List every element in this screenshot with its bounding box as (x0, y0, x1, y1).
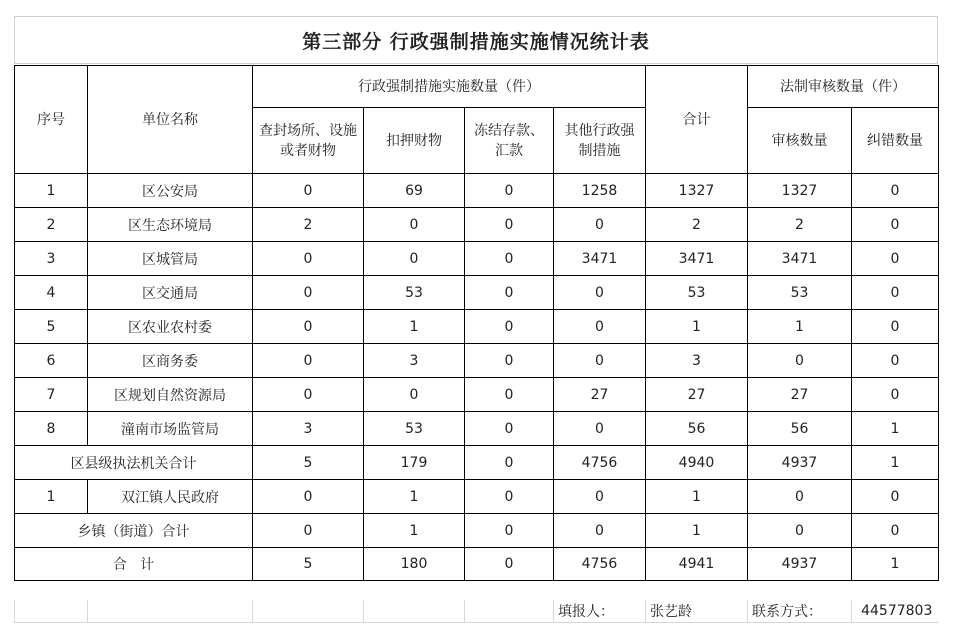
township-row (15, 480, 939, 514)
cell-total: 27 (646, 378, 748, 412)
cell-c5: 1 (748, 310, 852, 344)
cell-c3: 0 (465, 446, 554, 480)
table-row (15, 174, 939, 208)
cell-seq: 2 (15, 208, 88, 242)
cell-total: 2 (646, 208, 748, 242)
cell-c3: 0 (465, 208, 554, 242)
cell-unit: 区农业农村委 (88, 310, 253, 344)
subtotal-township-label: 乡镇（街道）合计 (15, 514, 253, 548)
cell-c3: 0 (465, 174, 554, 208)
cell-unit: 区生态环境局 (88, 208, 253, 242)
cell-c1: 5 (253, 446, 364, 480)
cell-c6: 0 (852, 514, 939, 548)
cell-c3: 0 (465, 276, 554, 310)
grand-total-row (15, 548, 939, 581)
cell-seq: 5 (15, 310, 88, 344)
cell-c1: 0 (253, 242, 364, 276)
cell-c2: 0 (364, 208, 465, 242)
cell-c6: 1 (852, 446, 939, 480)
cell-c2: 1 (364, 514, 465, 548)
cell-c5: 0 (748, 344, 852, 378)
cell-c3: 0 (465, 548, 554, 581)
header-c3: 冻结存款、汇款 (465, 108, 554, 174)
cell-c2: 3 (364, 344, 465, 378)
contact-value: 44577803 (852, 600, 939, 623)
footer-row (14, 600, 939, 623)
header-seq: 序号 (15, 66, 88, 174)
cell-c2: 1 (364, 480, 465, 514)
cell-c5: 3471 (748, 242, 852, 276)
cell-c2: 53 (364, 276, 465, 310)
cell-c6: 0 (852, 276, 939, 310)
cell-c5: 1327 (748, 174, 852, 208)
cell-c6: 0 (852, 344, 939, 378)
cell-c4: 0 (554, 412, 646, 446)
cell-c4: 0 (554, 344, 646, 378)
cell-c5: 0 (748, 480, 852, 514)
header-group-impl: 行政强制措施实施数量（件） (253, 66, 646, 108)
header-row-1 (15, 66, 939, 108)
cell-c2: 0 (364, 378, 465, 412)
cell-c6: 0 (852, 208, 939, 242)
cell-total: 56 (646, 412, 748, 446)
cell-seq: 1 (15, 480, 88, 514)
subtotal-county-row (15, 446, 939, 480)
statistics-table (14, 65, 939, 581)
cell-c5: 4937 (748, 446, 852, 480)
cell-c5: 4937 (748, 548, 852, 581)
cell-c5: 2 (748, 208, 852, 242)
cell-unit: 潼南市场监管局 (88, 412, 253, 446)
cell-c3: 0 (465, 514, 554, 548)
header-c1: 查封场所、设施或者财物 (253, 108, 364, 174)
header-c6: 纠错数量 (852, 108, 939, 174)
cell-unit: 区城管局 (88, 242, 253, 276)
cell-c6: 0 (852, 378, 939, 412)
subtotal-township-row (15, 514, 939, 548)
cell-seq: 8 (15, 412, 88, 446)
cell-unit: 区公安局 (88, 174, 253, 208)
footer-empty-cell (253, 600, 364, 623)
table-row (15, 344, 939, 378)
header-c5: 审核数量 (748, 108, 852, 174)
cell-total: 3 (646, 344, 748, 378)
cell-c3: 0 (465, 480, 554, 514)
cell-c1: 3 (253, 412, 364, 446)
reporter-label: 填报人： (554, 600, 646, 623)
table-row (15, 242, 939, 276)
cell-c3: 0 (465, 412, 554, 446)
cell-c1: 0 (253, 514, 364, 548)
cell-total: 53 (646, 276, 748, 310)
cell-c1: 0 (253, 378, 364, 412)
header-total: 合计 (646, 66, 748, 174)
cell-total: 1 (646, 310, 748, 344)
cell-c4: 0 (554, 208, 646, 242)
cell-c5: 53 (748, 276, 852, 310)
reporter-name: 张艺龄 (646, 600, 748, 623)
cell-c6: 0 (852, 174, 939, 208)
cell-unit: 双江镇人民政府 (88, 480, 253, 514)
cell-seq: 7 (15, 378, 88, 412)
cell-c2: 179 (364, 446, 465, 480)
cell-c4: 0 (554, 276, 646, 310)
footer-empty-cell (364, 600, 465, 623)
cell-seq: 4 (15, 276, 88, 310)
cell-unit: 区规划自然资源局 (88, 378, 253, 412)
cell-c5: 0 (748, 514, 852, 548)
footer-empty-cell (88, 600, 253, 623)
cell-c6: 0 (852, 242, 939, 276)
cell-c1: 0 (253, 480, 364, 514)
cell-total: 4941 (646, 548, 748, 581)
cell-c6: 1 (852, 548, 939, 581)
cell-seq: 1 (15, 174, 88, 208)
subtotal-county-label: 区县级执法机关合计 (15, 446, 253, 480)
table-row (15, 378, 939, 412)
cell-c1: 0 (253, 344, 364, 378)
cell-c1: 2 (253, 208, 364, 242)
cell-c3: 0 (465, 378, 554, 412)
cell-c1: 0 (253, 276, 364, 310)
cell-c4: 0 (554, 310, 646, 344)
cell-c4: 1258 (554, 174, 646, 208)
cell-c2: 1 (364, 310, 465, 344)
grand-total-label: 合 计 (15, 548, 253, 581)
cell-c4: 4756 (554, 446, 646, 480)
header-c4: 其他行政强制措施 (554, 108, 646, 174)
cell-seq: 6 (15, 344, 88, 378)
table-row (15, 208, 939, 242)
cell-seq: 3 (15, 242, 88, 276)
cell-c5: 27 (748, 378, 852, 412)
cell-c4: 27 (554, 378, 646, 412)
cell-c5: 56 (748, 412, 852, 446)
cell-unit: 区商务委 (88, 344, 253, 378)
cell-unit: 区交通局 (88, 276, 253, 310)
cell-c3: 0 (465, 310, 554, 344)
cell-total: 3471 (646, 242, 748, 276)
cell-c3: 0 (465, 242, 554, 276)
cell-c2: 0 (364, 242, 465, 276)
header-c2: 扣押财物 (364, 108, 465, 174)
cell-c1: 0 (253, 310, 364, 344)
cell-c4: 3471 (554, 242, 646, 276)
cell-c6: 1 (852, 412, 939, 446)
footer-empty-cell (465, 600, 554, 623)
table-row (15, 276, 939, 310)
header-group-review: 法制审核数量（件） (748, 66, 939, 108)
cell-c6: 0 (852, 480, 939, 514)
cell-c3: 0 (465, 344, 554, 378)
contact-label: 联系方式： (748, 600, 852, 623)
table-row (15, 310, 939, 344)
cell-total: 1 (646, 514, 748, 548)
cell-c6: 0 (852, 310, 939, 344)
page-title: 第三部分 行政强制措施实施情况统计表 (14, 16, 938, 64)
cell-c2: 69 (364, 174, 465, 208)
cell-total: 1 (646, 480, 748, 514)
cell-c2: 180 (364, 548, 465, 581)
cell-c2: 53 (364, 412, 465, 446)
cell-c4: 4756 (554, 548, 646, 581)
footer-empty-cell (15, 600, 88, 623)
cell-c1: 0 (253, 174, 364, 208)
table-row (15, 412, 939, 446)
header-unit: 单位名称 (88, 66, 253, 174)
cell-total: 1327 (646, 174, 748, 208)
cell-c4: 0 (554, 514, 646, 548)
cell-total: 4940 (646, 446, 748, 480)
cell-c4: 0 (554, 480, 646, 514)
cell-c1: 5 (253, 548, 364, 581)
